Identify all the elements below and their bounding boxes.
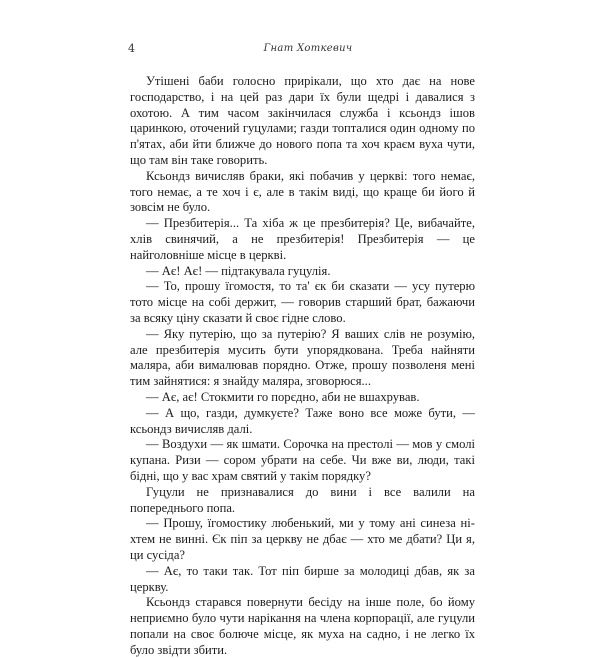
paragraph: Гуцули не признавалися до вини і все валили на попереднього попа. [130,484,475,515]
paragraph: Утішені баби голосно прирікали, що хто дає на нове господарство, і на цей раз дари їх були щедрі і давалися з охотою. А тим часом закінчилася служба і ксьондз ішов царинкою, оточений гуцулами; газди топталися один одному по п'ятах, аби йти ближче до нового попа та хоч краєм вуха чути, що там він таке говорить. [130,74,475,167]
paragraph: — А що, газди, думкуєте? Таже воно все може бути, — ксьондз вичисляв далі. [130,405,475,436]
page-number: 4 [128,42,135,55]
paragraph: — Воздухи — як шмати. Сорочка на престолі — мов у смолі купана. Ризи — сором убрати на себе. Чи вже ви, люди, такі бідні, що у вас храм святий у такім порядку? [130,437,475,483]
paragraph: — Прошу, їгомостику любенький, ми у тому ані синеза ні-хтем не винні. Єк піп за церкву не дбає — хто ме дбати? Ци я, ци сусіда? [130,516,475,562]
paragraph: — Презбитерія... Та хіба ж це презбитерія? Це, вибачайте, хлів свинячий, а не презбитерія! Презбитерія — це найголовніше місце в церкві. [130,216,475,262]
paragraph: — Ає! Ає! — підтакувала гуцулія. [146,263,331,278]
paragraph: Ксьондз вичисляв браки, які побачив у церкві: того немає, того немає, а те хоч і є, але в такім виді, що краще би його й зовсім не було. [130,168,475,215]
running-head-author: Гнат Хоткевич [263,43,353,54]
paragraph: — Ає, ає! Стокмити го порєдно, аби не вшахрував. [146,389,420,404]
body-text [130,74,475,658]
paragraph: — То, прошу їгомостя, то та' єк би сказати — усу путерю тото місце на собі держит, — говорив старший брат, бажаючи за всяку ціну сказати й своє гідне слово. [130,279,475,325]
paragraph: — Яку путерію, що за путерію? Я ваших слів не розумію, але презбитерія мусить бути упорядкована. Треба найняти маляра, аби вималював порядно. Отже, прошу позволеня мені тим зайнятися: я знайду маляра, зговорюся... [130,326,475,389]
running-head [128,42,488,58]
paragraph: Ксьондз старався повернути бесіду на інше поле, бо йому неприємно було чути нарікання на члена корпорації, але гуцули попали на своє болюче місце, як муха на садно, і не легко їх було звідти збити. [130,595,475,657]
paragraph: — Ає, то таки так. Тот піп бирше за молодиці дбав, як за церкву. [130,563,475,594]
